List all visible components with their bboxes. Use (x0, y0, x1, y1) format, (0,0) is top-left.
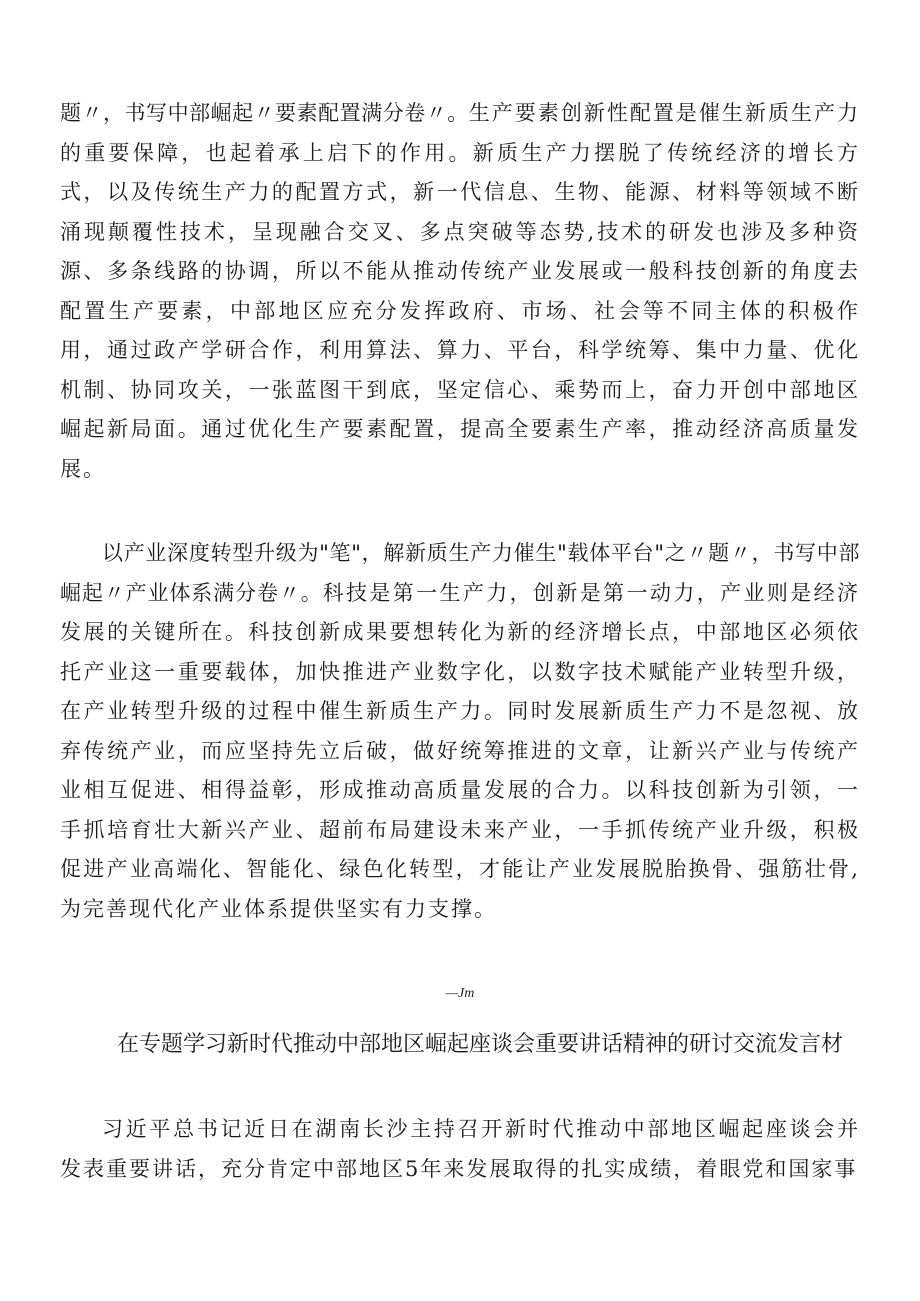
section-separator: —Jm (445, 986, 475, 1001)
paragraph-body: 科技是第一生产力，创新是第一动力，产业则是经济发展的关键所在。科技创新成果要想转化为新的经济增长点，中部地区必须依托产业这一重要载体，加快推进产业数字化，以数字技术赋能产业转型升级，在产业转型升级的过程中催生新质生产力。同时发展新质生产力不是忽视、放弃传统产业，而应坚持先立后破，做好统筹推进的文章，让新兴产业与传统产业相互促进、相得益彰，形成推动高质量发展的合力。以科技创新为引领，一手抓培育壮大新兴产业、超前布局建设未来产业，一手抓传统产业升级，积极促进产业高端化、智能化、绿色化转型，才能让产业发展脱胎换骨、强筋壮骨,为完善现代化产业体系提供坚实有力支撑。 (60, 580, 861, 921)
article-title: 在专题学习新时代推动中部地区崛起座谈会重要讲话精神的研讨交流发言材 (116, 1032, 843, 1057)
paragraph-heading: 题〃，书写中部崛起〃要素配置满分卷〃。 (60, 101, 469, 125)
paragraph-body: 生产要素创新性配置是催生新质生产力的重要保障，也起着承上启下的作用。新质生产力摆脱了传统经济的增长方式，以及传统生产力的配置方式，新一代信息、生物、能源、材料等领域不断涌现颠覆性技术，呈现融合交叉、多点突破等态势,技术的研发也涉及多种资源、多条线路的协调，所以不能从推动传统产业发展或一般科技创新的角度去配置生产要素，中部地区应充分发挥政府、市场、社会等不同主体的积极作用，通过政产学研合作，利用算法、算力、平台，科学统筹、集中力量、优化机制、协同攻关，一张蓝图干到底，坚定信心、乘势而上，奋力开创中部地区崛起新局面。通过优化生产要素配置，提高全要素生产率，推动经济高质量发展。 (60, 101, 861, 481)
paragraph-element-allocation (60, 94, 860, 489)
paragraph-heading: 以产业深度转型升级为"笔"，解新质生产力催生"载体平台"之〃题〃，书写中部崛起〃产业体系满分卷〃。 (60, 541, 860, 605)
article-intro-paragraph: 习近平总书记近日在湖南长沙主持召开新时代推动中部地区崛起座谈会并发表重要讲话，充分肯定中部地区5年来发展取得的扎实成绩，着眼党和国家事 (60, 1117, 860, 1181)
paragraph-industrial-upgrade (60, 534, 860, 929)
